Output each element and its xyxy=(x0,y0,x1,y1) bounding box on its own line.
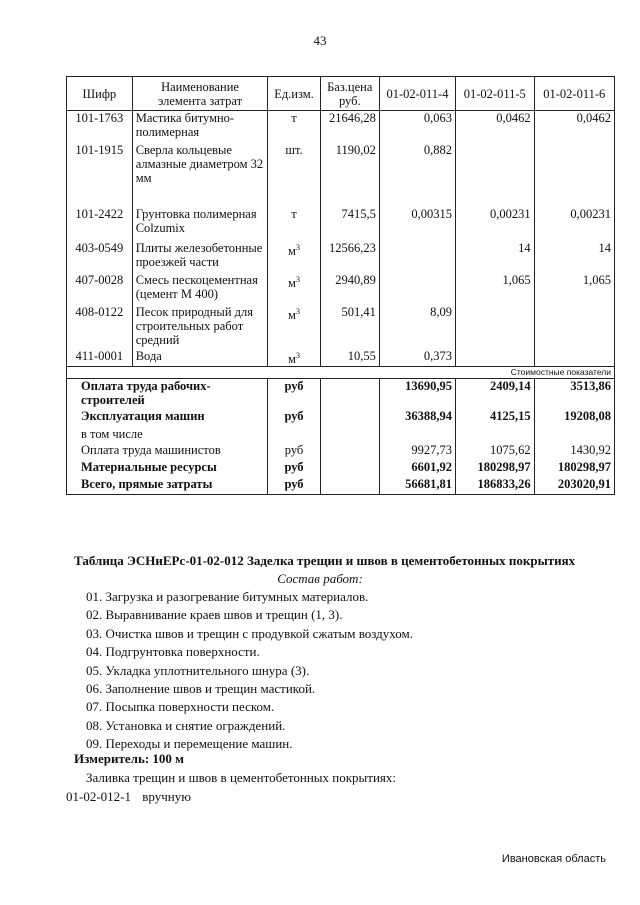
cost-empty xyxy=(320,460,379,477)
page-number: 43 xyxy=(313,33,327,48)
row-unit-text: шт. xyxy=(285,142,303,157)
cost-label: Оплата труда рабочих-строителей xyxy=(67,379,268,409)
row-value-5 xyxy=(456,143,535,207)
cost-unit: руб xyxy=(268,477,320,495)
cost-row xyxy=(67,460,615,477)
cost-row xyxy=(67,443,615,460)
works-list xyxy=(86,588,413,754)
row-code: 101-1915 xyxy=(67,143,133,207)
row-value-4: 0,00315 xyxy=(379,207,455,241)
list-item: 06. Заполнение швов и трещин мастикой. xyxy=(86,681,316,697)
row-code: 407-0028 xyxy=(67,273,133,305)
table-row xyxy=(67,111,615,143)
cost-label: Материальные ресурсы xyxy=(67,460,268,477)
costs-body xyxy=(67,379,615,495)
row-name: Плиты железобетонные проезжей части xyxy=(132,241,268,273)
meter-label: Измеритель: xyxy=(74,751,150,766)
row-value-4 xyxy=(379,241,455,273)
cost-value-4: 9927,73 xyxy=(379,443,455,460)
table-header-row xyxy=(67,77,615,111)
row-unit-text: т xyxy=(291,111,297,125)
cost-label: Оплата труда машинистов xyxy=(67,443,268,460)
cost-empty xyxy=(320,409,379,427)
row-unit-power: 3 xyxy=(295,274,300,284)
cost-empty xyxy=(320,477,379,495)
row-name: Грунтовка полимерная Colzumix xyxy=(132,207,268,241)
cost-value-4 xyxy=(379,427,455,443)
row-price: 501,41 xyxy=(320,305,379,349)
header-variant-6: 01-02-011-6 xyxy=(534,77,614,111)
cost-empty xyxy=(320,443,379,460)
list-item: 08. Установка и снятие ограждений. xyxy=(86,717,286,733)
row-name: Песок природный для строительных работ средний xyxy=(132,305,268,349)
list-item: 01. Загрузка и разогревание битумных материалов. xyxy=(86,589,369,604)
header-variant-4: 01-02-011-4 xyxy=(379,77,455,111)
cost-unit: руб xyxy=(268,443,320,460)
cost-empty xyxy=(320,379,379,409)
cost-value-4: 13690,95 xyxy=(379,379,455,409)
header-code: Шифр xyxy=(67,77,133,111)
cost-value-6: 180298,97 xyxy=(534,460,614,477)
header-unit: Ед.изм. xyxy=(268,77,320,111)
cost-label: Всего, прямые затраты xyxy=(67,477,268,495)
row-unit-text: м xyxy=(288,351,296,366)
row-value-5: 0,00231 xyxy=(456,207,535,241)
row-code: 101-1763 xyxy=(67,111,133,143)
resources-table xyxy=(66,76,615,495)
header-variant-5: 01-02-011-5 xyxy=(456,77,535,111)
fill-title: Заливка трещин и швов в цементобетонных покрытиях: xyxy=(86,770,396,785)
cost-empty xyxy=(320,427,379,443)
row-value-6 xyxy=(534,305,614,349)
cost-value-6: 3513,86 xyxy=(534,379,614,409)
row-value-4: 8,09 xyxy=(379,305,455,349)
row-value-5: 14 xyxy=(456,241,535,273)
cost-row xyxy=(67,427,615,443)
cost-value-5: 180298,97 xyxy=(456,460,535,477)
row-value-5: 0,0462 xyxy=(456,111,535,143)
table-row xyxy=(67,305,615,349)
cost-value-5: 2409,14 xyxy=(456,379,535,409)
row-unit-power: 3 xyxy=(295,242,300,252)
row-name: Мастика битумно-полимерная xyxy=(132,111,268,143)
row-price: 7415,5 xyxy=(320,207,379,241)
row-unit-text: т xyxy=(291,206,297,221)
cost-value-5: 4125,15 xyxy=(456,409,535,427)
list-item: 02. Выравнивание краев швов и трещин (1, 3). xyxy=(86,607,343,623)
cost-value-4: 6601,92 xyxy=(379,460,455,477)
row-unit xyxy=(268,143,320,207)
table-row xyxy=(67,273,615,305)
row-code: 101-2422 xyxy=(67,207,133,241)
cost-row xyxy=(67,379,615,409)
row-price: 1190,02 xyxy=(320,143,379,207)
cost-value-6 xyxy=(534,427,614,443)
cost-value-5 xyxy=(456,427,535,443)
row-unit xyxy=(268,273,320,305)
cost-caption: Стоимостные показатели xyxy=(67,367,615,379)
row-value-5 xyxy=(456,349,535,367)
meter-value: 100 м xyxy=(152,751,185,766)
row-value-6: 1,065 xyxy=(534,273,614,305)
list-item: 04. Подгрунтовка поверхности. xyxy=(86,644,260,660)
table-row xyxy=(67,143,615,207)
table-row xyxy=(67,349,615,367)
cost-label: Эксплуатация машин xyxy=(67,409,268,427)
row-unit xyxy=(268,305,320,349)
variant-name: вручную xyxy=(142,789,191,804)
meter xyxy=(74,751,184,767)
cost-value-5: 186833,26 xyxy=(456,477,535,495)
row-unit-text: м xyxy=(288,275,296,290)
row-value-6: 0,0462 xyxy=(534,111,614,143)
row-value-6 xyxy=(534,349,614,367)
cost-value-6: 19208,08 xyxy=(534,409,614,427)
cost-row xyxy=(67,477,615,495)
row-code: 403-0549 xyxy=(67,241,133,273)
row-unit-power: 3 xyxy=(295,350,300,360)
variant-code: 01-02-012-1 xyxy=(66,789,131,804)
cost-unit: руб xyxy=(268,460,320,477)
row-unit-text: м xyxy=(288,243,296,258)
row-value-4 xyxy=(379,273,455,305)
row-value-6 xyxy=(534,143,614,207)
row-value-4: 0,882 xyxy=(379,143,455,207)
row-code: 411-0001 xyxy=(67,349,133,367)
list-item: 05. Укладка уплотнительного шнура (3). xyxy=(86,662,310,678)
cost-value-5: 1075,62 xyxy=(456,443,535,460)
header-price: Баз.цена руб. xyxy=(320,77,379,111)
section-title: Таблица ЭСНиЕРс-01-02-012 Заделка трещин и швов в цементобетонных покрытиях xyxy=(74,553,576,568)
header-name: Наименование элемента затрат xyxy=(132,77,268,111)
row-value-5 xyxy=(456,305,535,349)
row-value-4: 0,373 xyxy=(379,349,455,367)
materials-body xyxy=(67,111,615,367)
cost-row xyxy=(67,409,615,427)
cost-unit: руб xyxy=(268,379,320,409)
cost-value-4: 36388,94 xyxy=(379,409,455,427)
variant-line xyxy=(66,789,191,805)
row-unit xyxy=(268,241,320,273)
row-value-6: 14 xyxy=(534,241,614,273)
row-value-4: 0,063 xyxy=(379,111,455,143)
cost-value-6: 203020,91 xyxy=(534,477,614,495)
table-row xyxy=(67,207,615,241)
list-item: 03. Очистка швов и трещин с продувкой сжатым воздухом. xyxy=(86,625,414,641)
row-price: 2940,89 xyxy=(320,273,379,305)
footer-region: Ивановская область xyxy=(501,853,606,865)
section-subtitle: Состав работ: xyxy=(277,571,363,586)
row-unit-text: м xyxy=(288,307,296,322)
row-unit xyxy=(268,349,320,367)
cost-caption-row xyxy=(67,367,615,379)
row-unit xyxy=(268,111,320,143)
row-value-5: 1,065 xyxy=(456,273,535,305)
list-item: 07. Посыпка поверхности песком. xyxy=(86,699,275,715)
row-price: 21646,28 xyxy=(320,111,379,143)
cost-value-4: 56681,81 xyxy=(379,477,455,495)
row-price: 12566,23 xyxy=(320,241,379,273)
row-value-6: 0,00231 xyxy=(534,207,614,241)
row-name: Сверла кольцевые алмазные диаметром 32 мм xyxy=(132,143,268,207)
cost-unit: руб xyxy=(268,409,320,427)
row-unit-power: 3 xyxy=(295,306,300,316)
cost-unit xyxy=(268,427,320,443)
cost-value-6: 1430,92 xyxy=(534,443,614,460)
row-name: Смесь пескоцементная (цемент М 400) xyxy=(132,273,268,305)
table-row xyxy=(67,241,615,273)
list-item: 09. Переходы и перемещение машин. xyxy=(86,736,293,752)
row-unit xyxy=(268,207,320,241)
row-code: 408-0122 xyxy=(67,305,133,349)
row-name: Вода xyxy=(132,349,268,367)
row-price: 10,55 xyxy=(320,349,379,367)
cost-label: в том числе xyxy=(67,427,268,443)
